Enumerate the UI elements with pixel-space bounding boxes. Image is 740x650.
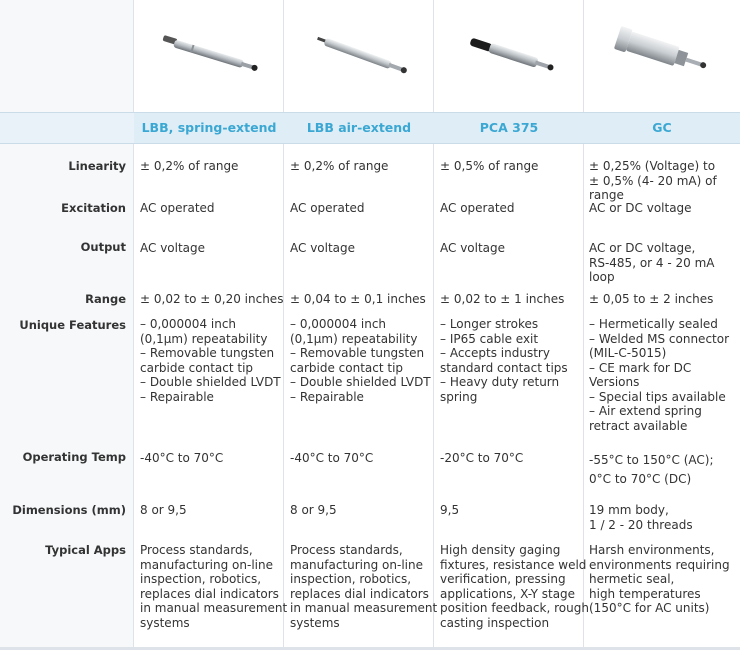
table-cell: AC operated [140,201,215,215]
row-label-unique-features: Unique Features [19,318,126,332]
row-label-linearity: Linearity [68,159,126,173]
header-empty-cell [0,113,134,143]
table-cell: AC voltage [140,241,206,255]
table-cell: – 0,000004 inch (0,1μm) repeatability – Removable tungsten carbide contact tip – Double shielded LVDT – Repairable [140,317,281,404]
lvdt-probe-cable-image [434,0,584,112]
lvdt-gage-sealed-image [584,0,740,112]
table-cell: Harsh environments, environments requiring hermetic seal, high temperatures (150°C for AC units) [589,543,730,615]
column-header: PCA 375 [479,120,539,135]
table-cell: ± 0,5% of range [440,159,539,173]
table-cell: ± 0,2% of range [290,159,389,173]
table-cell: – Longer strokes – IP65 cable exit – Accepts industry standard contact tips – Heavy duty return spring [440,317,568,404]
table-cell: High density gaging fixtures, resistance weld verification, pressing applications, X-Y stage position feedback, rough casting inspection [440,543,589,630]
column-header: LBB air-extend [306,120,412,135]
table-cell: Process standards, manufacturing on-line inspection, robotics, replaces dial indicators in manual measurement systems [290,543,438,630]
table-cell: -55°C to 150°C (AC); 0°C to 70°C (DC) [589,453,714,486]
table-cell: AC voltage [290,241,356,255]
table-cell: – Hermetically sealed – Welded MS connector (MIL-C-5015) – CE mark for DC Versions – Special tips available – Air extend spring retract available [589,317,730,433]
table-cell: 19 mm body, 1 / 2 - 20 threads [589,503,693,532]
row-label-range: Range [85,292,126,306]
row-label-operating-temp: Operating Temp [22,450,126,464]
table-cell: 8 or 9,5 [290,503,337,517]
table-cell: AC or DC voltage [589,201,692,215]
table-cell: -20°C to 70°C [440,451,524,465]
table-cell: – 0,000004 inch (0,1μm) repeatability – Removable tungsten carbide contact tip – Double shielded LVDT – Repairable [290,317,431,404]
table-cell: AC voltage [440,241,506,255]
table-cell: 9,5 [440,503,460,517]
table-cell: -40°C to 70°C [290,451,374,465]
table-cell: -40°C to 70°C [140,451,224,465]
row-label-excitation: Excitation [61,201,126,215]
lvdt-probe-spring-image [134,0,284,112]
table-cell: ± 0,02 to ± 0,20 inches [140,292,284,306]
table-cell: ± 0,05 to ± 2 inches [589,292,714,306]
table-cell: ± 0,25% (Voltage) to ± 0,5% (4- 20 mA) of range [589,159,717,202]
table-cell: ± 0,04 to ± 0,1 inches [290,292,426,306]
table-cell: ± 0,02 to ± 1 inches [440,292,565,306]
row-label-output: Output [80,240,126,254]
column-header: LBB, spring-extend [141,120,277,135]
table-cell: 8 or 9,5 [140,503,187,517]
table-cell: AC or DC voltage, RS-485, or 4 - 20 mA loop [589,241,715,284]
header-row [0,112,740,144]
table-cell: ± 0,2% of range [140,159,239,173]
table-cell: AC operated [290,201,365,215]
table-cell: AC operated [440,201,515,215]
row-label-dimensions: Dimensions (mm) [12,503,126,517]
table-cell: Process standards, manufacturing on-line inspection, robotics, replaces dial indicators in manual measurement systems [140,543,288,630]
column-header: GC [652,120,672,135]
row-label-typical-apps: Typical Apps [45,543,126,557]
lvdt-probe-air-image [284,0,434,112]
